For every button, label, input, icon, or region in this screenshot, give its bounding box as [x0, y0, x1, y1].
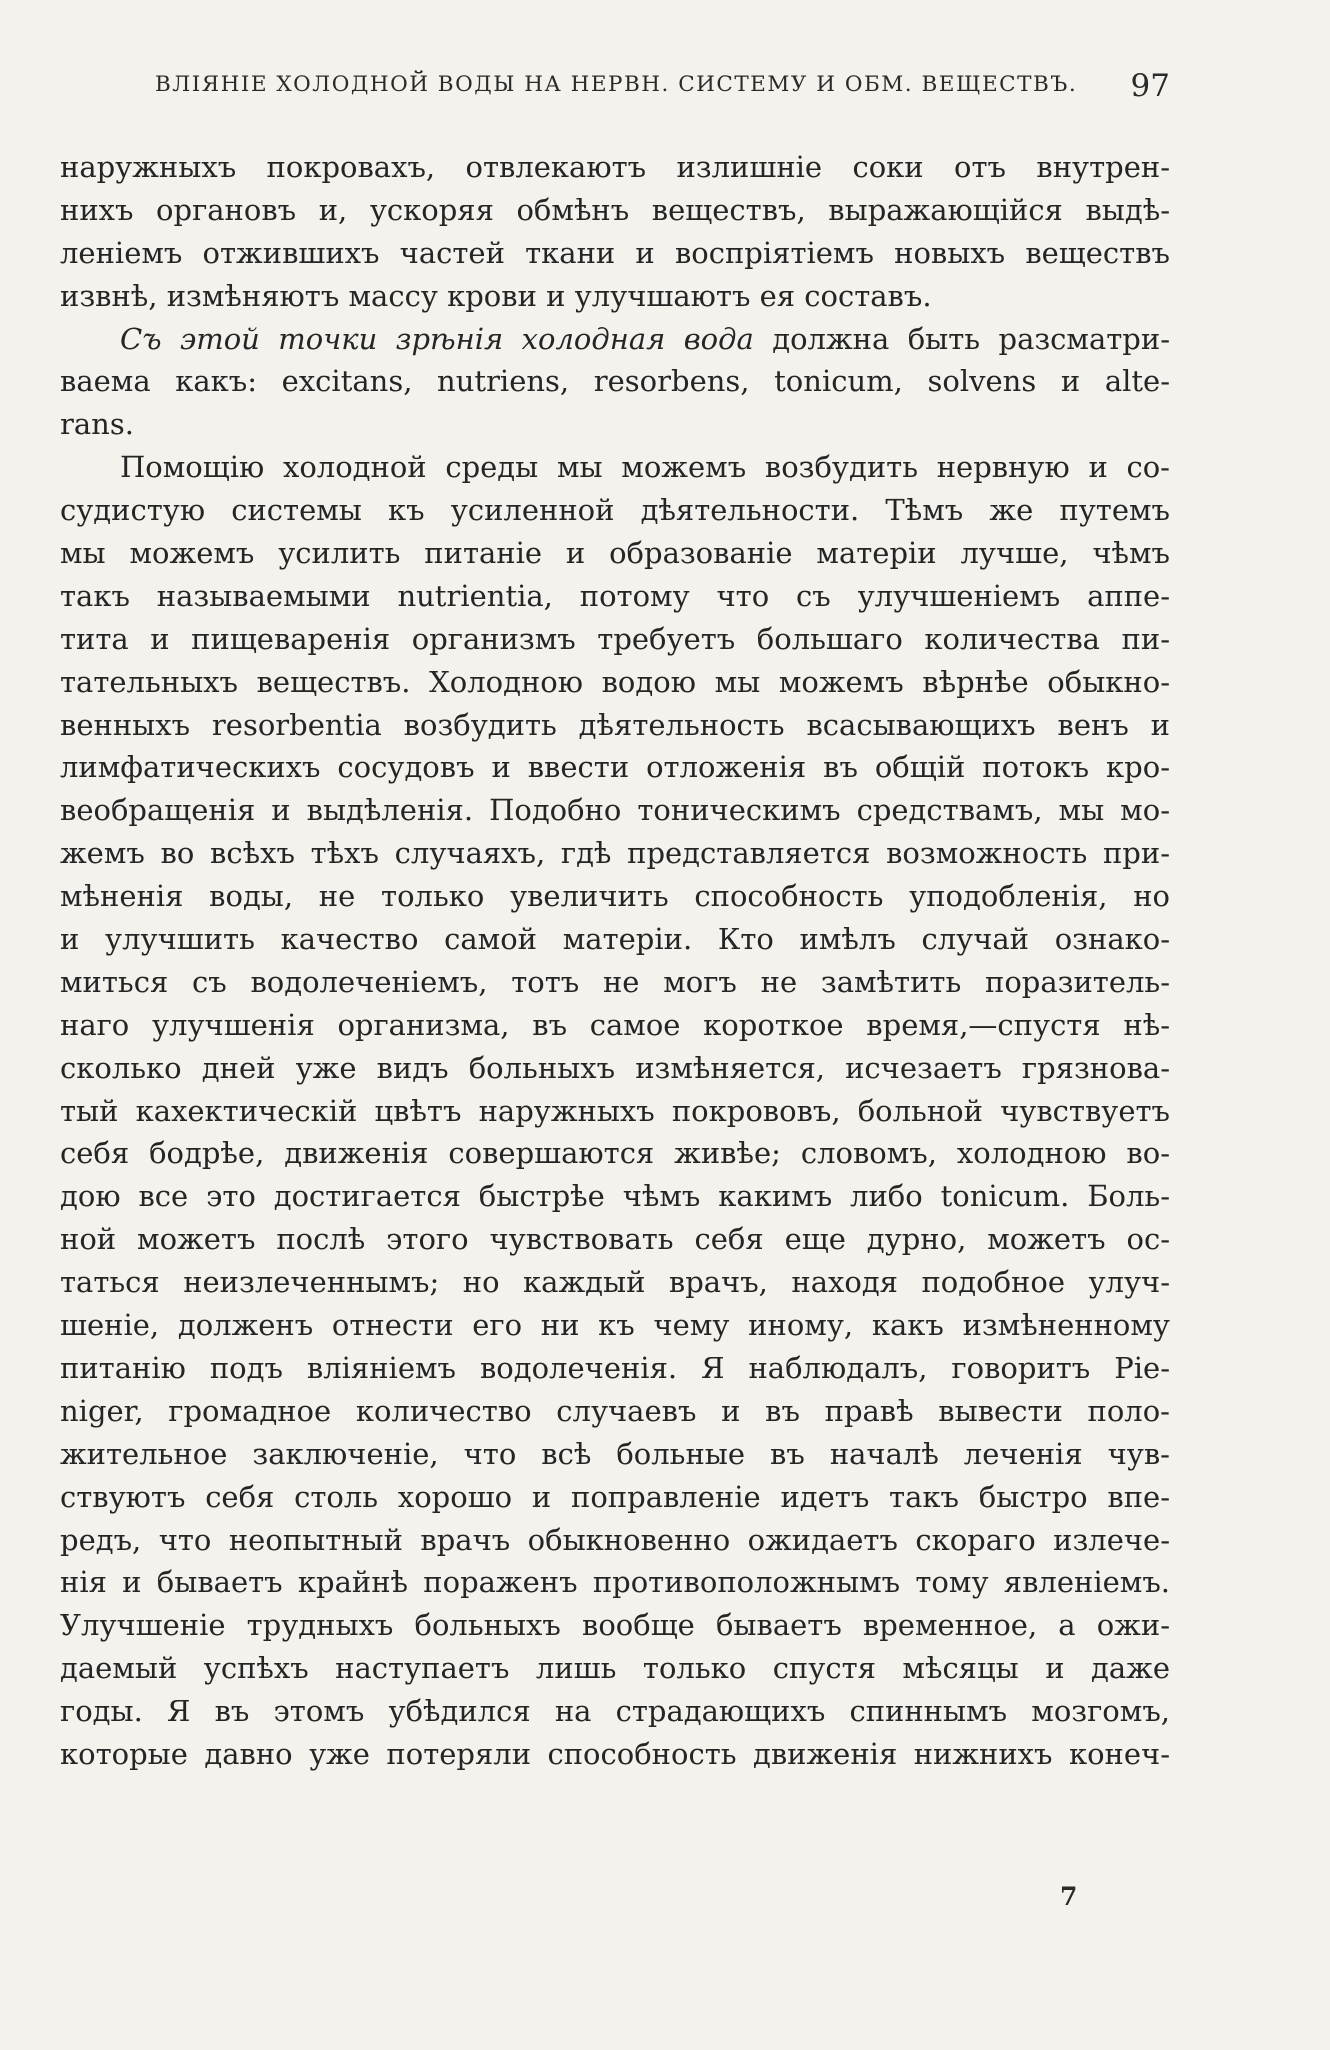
text-line: rans.	[60, 407, 134, 442]
page-number: 97	[1130, 68, 1170, 104]
italic-phrase: Съ этой точки зрѣнія холодная вода	[120, 321, 754, 356]
text-line: леніемъ отжившихъ частей ткани и воспріятіемъ новыхъ веществъ	[60, 235, 1170, 270]
text-line: лимфатическихъ сосудовъ и ввести отложенія въ общій потокъ кро-	[60, 750, 1170, 785]
text-line: нія и бываетъ крайнѣ пораженъ противоположнымъ тому явленіемъ.	[60, 1565, 1170, 1600]
signature-mark: 7	[1060, 1882, 1078, 1911]
text-line: миться съ водолеченіемъ, тотъ не могъ не замѣтить поразитель-	[60, 964, 1170, 999]
text-line: ваема какъ: excitans, nutriens, resorbens, tonicum, solvens и alte-	[60, 364, 1170, 399]
text-line	[60, 318, 1170, 361]
text-line: жемъ во всѣхъ тѣхъ случаяхъ, гдѣ представляется возможность при-	[60, 836, 1170, 871]
text-line: нихъ органовъ и, ускоряя обмѣнъ веществъ, выражающійся выдѣ-	[60, 192, 1170, 227]
text-line: и улучшить качество самой матеріи. Кто имѣлъ случай ознако-	[60, 922, 1170, 957]
text-line: тита и пищеваренія организмъ требуетъ большаго количества пи-	[60, 621, 1170, 656]
text-line: веобращенія и выдѣленія. Подобно тоническимъ средствамъ, мы мо-	[60, 793, 1170, 828]
text-line: которые давно уже потеряли способность движенія нижнихъ конеч-	[60, 1736, 1170, 1771]
text-line: мѣненія воды, не только увеличить способность уподобленія, но	[60, 879, 1170, 914]
paragraph-3	[60, 446, 1170, 1776]
text-line: Помощію холодной среды мы можемъ возбудить нервную и со-	[120, 450, 1170, 485]
text-line: ной можетъ послѣ этого чувствовать себя еще дурно, можетъ ос-	[60, 1222, 1170, 1257]
text-line: наружныхъ покровахъ, отвлекаютъ излишніе соки отъ внутрен-	[60, 150, 1170, 184]
text-line: наго улучшенія организма, въ самое короткое время,—спустя нѣ-	[60, 1007, 1170, 1042]
text-line: извнѣ, измѣняютъ массу крови и улучшаютъ ея составъ.	[60, 278, 932, 313]
text-line: судистую системы къ усиленной дѣятельности. Тѣмъ же путемъ	[60, 493, 1170, 528]
text-line: венныхъ resorbentia возбудить дѣятельность всасывающихъ венъ и	[60, 707, 1170, 742]
text-line: мы можемъ усилить питаніе и образованіе матеріи лучше, чѣмъ	[60, 536, 1170, 571]
text-line: тый кахектическій цвѣтъ наружныхъ покрововъ, больной чувствуетъ	[60, 1093, 1170, 1128]
text-line: питанію подъ вліяніемъ водолеченія. Я наблюдалъ, говоритъ Pie-	[60, 1350, 1170, 1385]
text-line: жительное заключеніе, что всѣ больные въ началѣ леченія чув-	[60, 1436, 1170, 1471]
text-line: дою все это достигается быстрѣе чѣмъ какимъ либо tonicum. Боль-	[60, 1179, 1170, 1214]
text-line: niger, громадное количество случаевъ и въ правѣ вывести поло-	[60, 1393, 1170, 1428]
text-line: Улучшеніе трудныхъ больныхъ вообще бываетъ временное, а ожи-	[60, 1608, 1170, 1643]
paragraph-2	[60, 318, 1170, 447]
text-line: таться неизлеченнымъ; но каждый врачъ, находя подобное улуч-	[60, 1265, 1170, 1300]
text-line: ствуютъ себя столь хорошо и поправленіе идетъ такъ быстро впе-	[60, 1479, 1170, 1514]
text-line: такъ называемыми nutrientia, потому что съ улучшеніемъ аппе-	[60, 578, 1170, 613]
text-line: шеніе, долженъ отнести его ни къ чему иному, какъ измѣненному	[60, 1308, 1170, 1343]
text-line: годы. Я въ этомъ убѣдился на страдающихъ спиннымъ мозгомъ,	[60, 1694, 1170, 1729]
text-span: должна быть разсматри-	[753, 321, 1170, 356]
text-line: себя бодрѣе, движенія совершаются живѣе; словомъ, холодною во-	[60, 1136, 1170, 1171]
body-text	[60, 146, 1170, 1776]
text-line: сколько дней уже видъ больныхъ измѣняется, исчезаетъ грязнова-	[60, 1050, 1170, 1085]
paragraph-1	[60, 146, 1170, 318]
running-title: ВЛІЯНІЕ ХОЛОДНОЙ ВОДЫ НА НЕРВН. СИСТЕМУ И ОБМ. ВЕЩЕСТВЪ.	[155, 72, 1078, 97]
text-line: тательныхъ веществъ. Холодною водою мы можемъ вѣрнѣе обыкно-	[60, 664, 1170, 699]
running-head	[60, 68, 1170, 108]
text-line: даемый успѣхъ наступаетъ лишь только спустя мѣсяцы и даже	[60, 1651, 1170, 1686]
text-line: редъ, что неопытный врачъ обыкновенно ожидаетъ скораго излече-	[60, 1522, 1170, 1557]
